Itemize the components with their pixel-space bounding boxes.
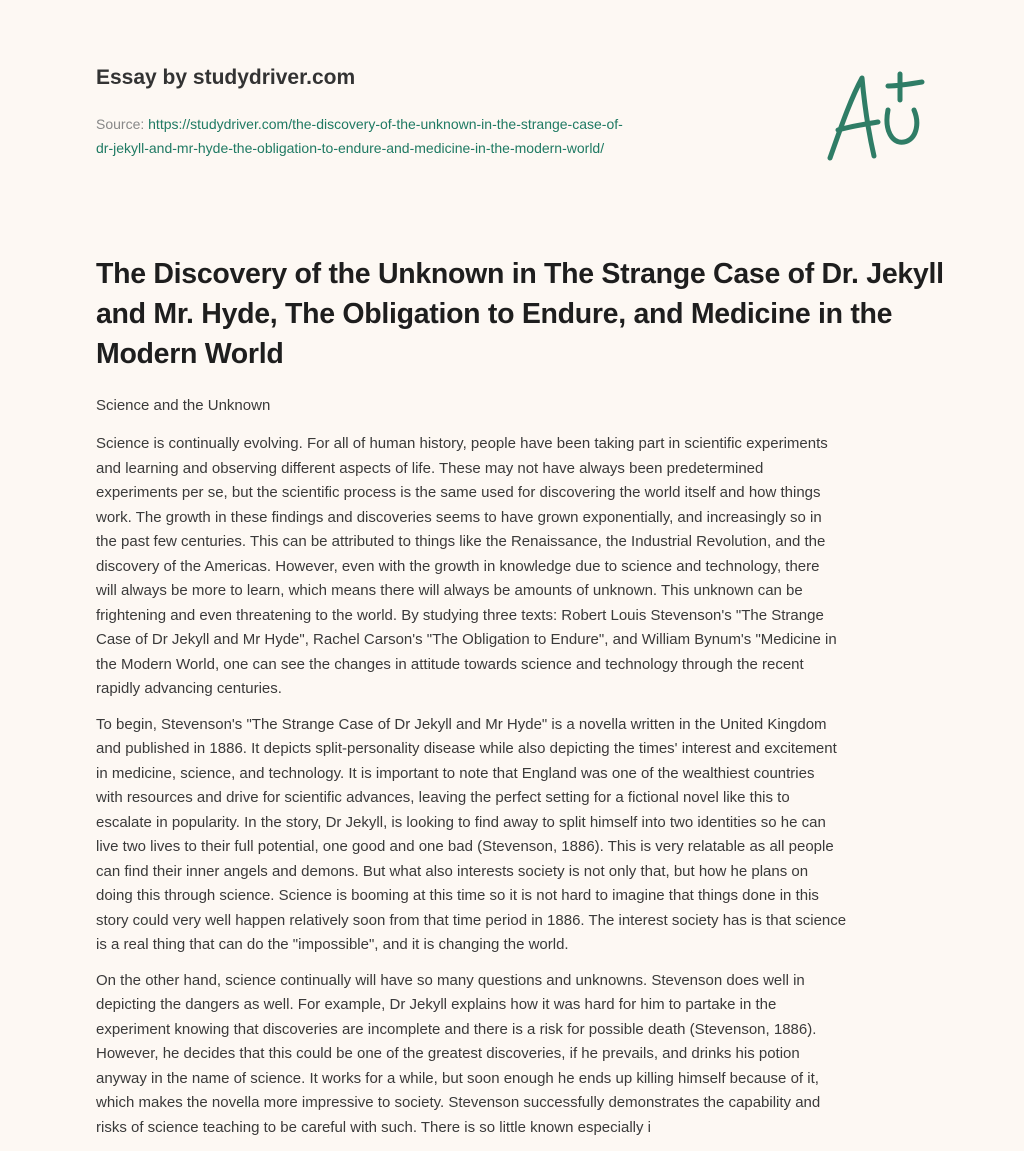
paragraph-line: in medicine, science, and technology. It is important to note that England was one of the wealthiest countries bbox=[96, 764, 815, 782]
section-heading: Science and the Unknown bbox=[96, 397, 271, 414]
paragraph-line: experiment knowing that discoveries are incomplete and there is a risk for possible death (Stevenson, 1886). bbox=[96, 1020, 817, 1038]
paragraph-line: risks of science teaching to be careful with such. There is so little known especially i bbox=[96, 1118, 651, 1136]
paragraph-line: depicting the dangers as well. For example, Dr Jekyll explains how it was hard for him to partake in the bbox=[96, 996, 777, 1013]
paragraph-line: anyway in the name of science. It works for a while, but soon enough he ends up killing himself because of it, bbox=[96, 1069, 819, 1087]
essay-title: The Discovery of the Unknown in The Strange Case of Dr. Jekyll and Mr. Hyde, The Obligation to Endure, and Medicine in the Modern World bbox=[96, 258, 944, 370]
source-link[interactable]: https://studydriver.com/the-discovery-of-the-unknown-in-the-strange-case-of- dr-jekyll-and-mr-hyde-the-obligation-to-endure-and-medicine-in-the-modern-world/ bbox=[96, 116, 623, 156]
paragraph-line: is a real thing that can do the "impossible", and it is changing the world. bbox=[96, 936, 569, 953]
paragraph-line: experiments per se, but the scientific process is the same used for discovering the world itself and how things bbox=[96, 484, 821, 501]
paragraph-line: the Modern World, one can see the changes in attitude towards science and technology through the recent bbox=[96, 655, 804, 673]
paragraph-line: live two lives to their full potential, one good and one bad (Stevenson, 1886). This is very relatable as all people bbox=[96, 838, 834, 855]
paragraph-line: escalate in popularity. In the story, Dr Jekyll, is looking to find away to split himself into two identities so he can bbox=[96, 813, 826, 831]
paragraph-line: However, he decides that this could be one of the greatest discoveries, if he prevails, and drinks his potion bbox=[96, 1045, 800, 1062]
paragraph-line: and published in 1886. It depicts split-personality disease while also depicting the times' interest and excitement bbox=[96, 740, 837, 757]
essay-paragraph bbox=[96, 969, 956, 1141]
paragraph-line: On the other hand, science continually will have so many questions and unknowns. Stevenson does well in bbox=[96, 971, 805, 989]
essay-paragraph bbox=[96, 713, 956, 958]
essay-paragraph bbox=[96, 432, 956, 702]
paragraph-line: doing this through science. Science is booming at this time so it is not hard to imagine that things done in this bbox=[96, 887, 819, 904]
essay-body bbox=[96, 432, 956, 1151]
a-plus-logo-icon bbox=[818, 70, 928, 165]
paragraph-line: which makes the novella more impressive to society. Stevenson successfully demonstrates the capability and bbox=[96, 1094, 821, 1111]
paragraph-line: and learning and observing different aspects of life. These may not have always been predetermined bbox=[96, 459, 764, 477]
paragraph-line: Case of Dr Jekyll and Mr Hyde", Rachel Carson's "The Obligation to Endure", and William Bynum's "Medicine in bbox=[96, 631, 837, 648]
paragraph-line: with resources and drive for scientific advances, leaving the perfect setting for a fictional novel like this to bbox=[96, 789, 790, 806]
source-label: Source: bbox=[96, 116, 149, 132]
paragraph-line: can find their inner angels and demons. But what also interests society is not only that, but how he plans on bbox=[96, 862, 809, 880]
source-citation bbox=[96, 112, 623, 160]
site-brand: Essay by studydriver.com bbox=[96, 66, 356, 89]
paragraph-line: To begin, Stevenson's "The Strange Case of Dr Jekyll and Mr Hyde" is a novella written in the United Kingdom bbox=[96, 715, 827, 733]
paragraph-line: rapidly advancing centuries. bbox=[96, 680, 282, 697]
paragraph-line: work. The growth in these findings and discoveries seems to have grown exponentially, and increasingly so in bbox=[96, 508, 822, 526]
paragraph-line: will always be more to learn, which means there will always be amounts of unknown. This unknown can be bbox=[96, 582, 803, 599]
paragraph-line: story could very well happen relatively soon from that time period in 1886. The interest society has is that science bbox=[96, 911, 847, 929]
paragraph-line: Science is continually evolving. For all of human history, people have been taking part in scientific experiments bbox=[96, 435, 828, 452]
paragraph-line: frightening and even threatening to the world. By studying three texts: Robert Louis Stevenson's "The Strange bbox=[96, 606, 824, 624]
paragraph-line: the past few centuries. This can be attributed to things like the Renaissance, the Industrial Revolution, and the bbox=[96, 533, 826, 550]
paragraph-line: discovery of the Americas. However, even with the growth in knowledge due to science and technology, there bbox=[96, 557, 820, 575]
